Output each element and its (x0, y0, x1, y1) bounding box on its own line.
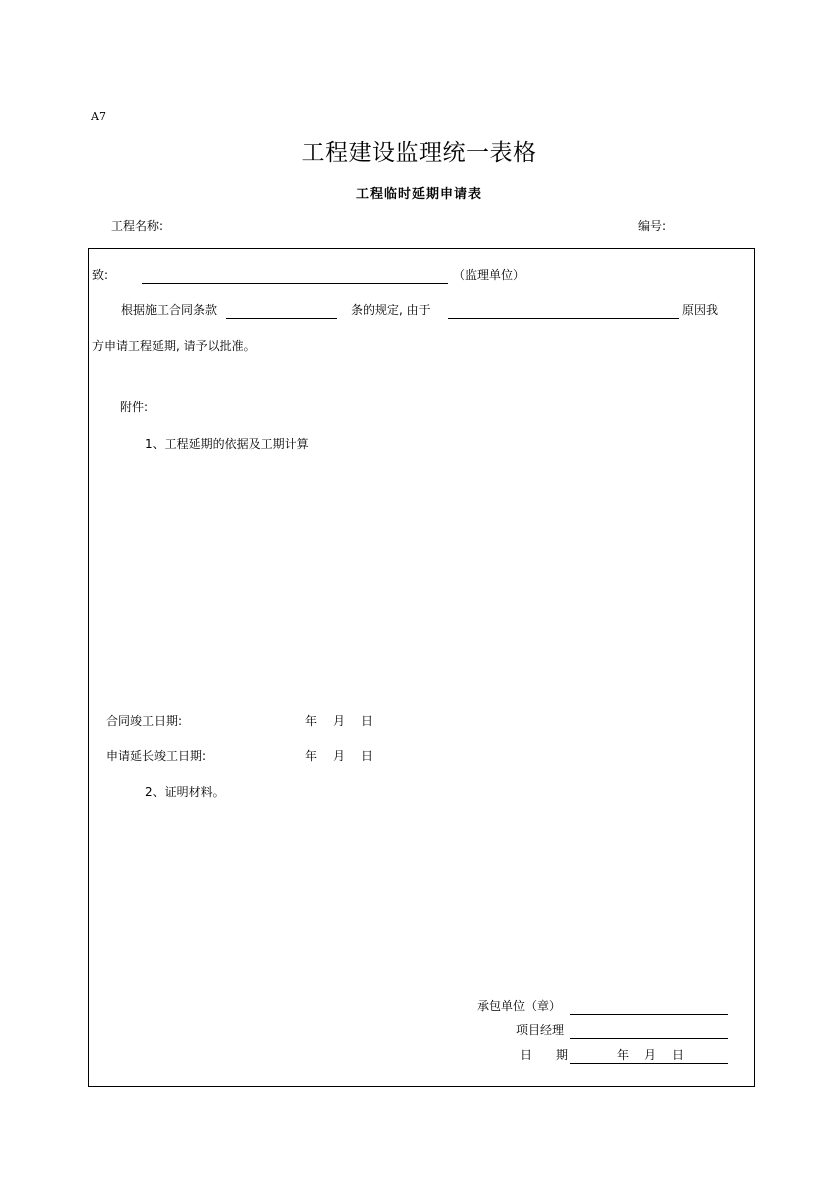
contract-day: 日 (361, 714, 374, 728)
supervisor-unit-field[interactable] (142, 283, 448, 284)
extended-completion-label: 申请延长竣工日期: (106, 749, 207, 763)
attachment-item-2: 2、证明材料。 (145, 785, 225, 799)
supervisor-unit-label: （监理单位） (453, 268, 526, 282)
contract-completion-label: 合同竣工日期: (106, 714, 183, 728)
sign-day: 日 (672, 1048, 685, 1062)
sign-date-field[interactable] (570, 1063, 728, 1064)
form-code: A7 (91, 110, 106, 123)
to-label: 致: (92, 268, 109, 282)
attachment-label: 附件: (120, 400, 149, 414)
contract-month: 月 (333, 714, 346, 728)
contractor-field[interactable] (570, 1014, 728, 1015)
request-line: 方申请工程延期, 请予以批准。 (92, 339, 256, 353)
form-body (88, 248, 755, 1087)
contract-year: 年 (305, 714, 318, 728)
sign-date-label: 日 期 (520, 1048, 569, 1062)
reason-field[interactable] (448, 318, 679, 319)
pm-label: 项目经理 (516, 1023, 565, 1037)
sign-month: 月 (644, 1048, 657, 1062)
project-name-label: 工程名称: (111, 219, 164, 233)
form-title: 工程临时延期申请表 (355, 187, 482, 202)
number-label: 编号: (638, 219, 667, 233)
extended-day: 日 (361, 749, 374, 763)
pm-field[interactable] (570, 1038, 728, 1039)
attachment-item-1: 1、工程延期的依据及工期计算 (145, 437, 309, 451)
clause-prefix: 根据施工合同条款 (121, 303, 218, 317)
clause-suffix: 原因我 (682, 303, 719, 317)
extended-month: 月 (333, 749, 346, 763)
contractor-label: 承包单位（章） (477, 999, 562, 1013)
page-title: 工程建设监理统一表格 (301, 140, 537, 166)
clause-mid: 条的规定, 由于 (351, 303, 431, 317)
clause-number-field[interactable] (226, 318, 337, 319)
extended-year: 年 (305, 749, 318, 763)
sign-year: 年 (617, 1048, 630, 1062)
